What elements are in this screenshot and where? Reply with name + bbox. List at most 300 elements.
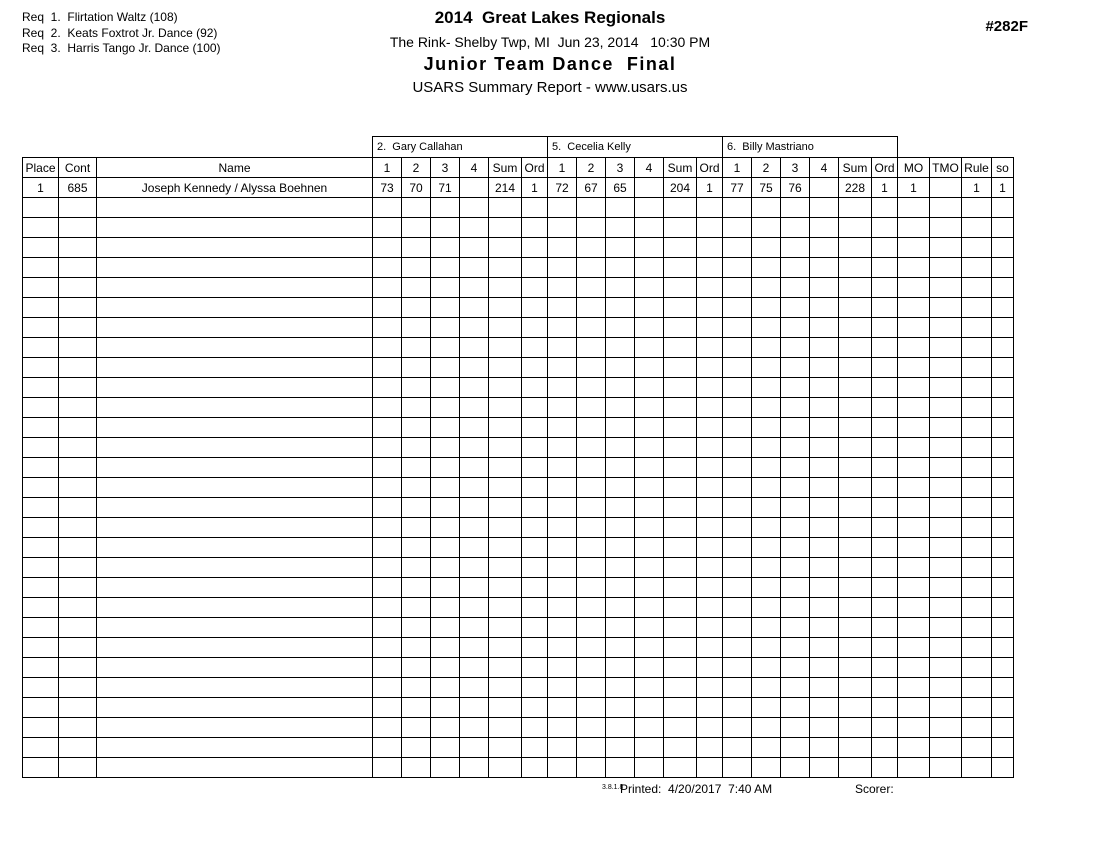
empty-cell	[431, 338, 460, 358]
j2-score-3: 65	[606, 178, 635, 198]
empty-cell	[577, 258, 606, 278]
empty-cell	[898, 558, 930, 578]
j3-score-3: 76	[781, 178, 810, 198]
empty-cell	[97, 738, 373, 758]
empty-cell	[522, 698, 548, 718]
empty-cell	[373, 678, 402, 698]
empty-row	[23, 678, 1014, 698]
empty-cell	[489, 478, 522, 498]
empty-cell	[664, 218, 697, 238]
empty-cell	[898, 518, 930, 538]
empty-cell	[59, 218, 97, 238]
empty-cell	[59, 678, 97, 698]
empty-cell	[23, 638, 59, 658]
empty-cell	[781, 218, 810, 238]
empty-cell	[872, 538, 898, 558]
empty-cell	[898, 538, 930, 558]
empty-cell	[431, 318, 460, 338]
empty-cell	[839, 538, 872, 558]
empty-cell	[402, 538, 431, 558]
empty-cell	[992, 438, 1014, 458]
empty-cell	[635, 438, 664, 458]
empty-cell	[810, 238, 839, 258]
col-header-mo: MO	[898, 158, 930, 178]
empty-cell	[664, 658, 697, 678]
empty-cell	[872, 378, 898, 398]
empty-cell	[781, 738, 810, 758]
empty-cell	[97, 458, 373, 478]
empty-cell	[548, 438, 577, 458]
empty-cell	[872, 678, 898, 698]
empty-cell	[460, 478, 489, 498]
empty-row	[23, 198, 1014, 218]
empty-cell	[489, 338, 522, 358]
empty-cell	[992, 198, 1014, 218]
empty-cell	[59, 398, 97, 418]
empty-cell	[59, 738, 97, 758]
empty-cell	[431, 658, 460, 678]
empty-cell	[930, 438, 962, 458]
empty-cell	[781, 198, 810, 218]
col-header-j1-4: 4	[460, 158, 489, 178]
empty-cell	[489, 638, 522, 658]
empty-cell	[664, 198, 697, 218]
empty-cell	[930, 198, 962, 218]
empty-cell	[723, 558, 752, 578]
empty-cell	[577, 718, 606, 738]
empty-cell	[810, 298, 839, 318]
col-header-j2-1: 1	[548, 158, 577, 178]
empty-cell	[992, 638, 1014, 658]
j2-score-4	[635, 178, 664, 198]
empty-cell	[577, 438, 606, 458]
empty-cell	[548, 238, 577, 258]
empty-cell	[810, 358, 839, 378]
empty-cell	[697, 298, 723, 318]
empty-cell	[635, 318, 664, 338]
empty-cell	[898, 398, 930, 418]
empty-cell	[697, 658, 723, 678]
empty-cell	[962, 378, 992, 398]
empty-cell	[697, 358, 723, 378]
empty-cell	[697, 418, 723, 438]
empty-cell	[489, 438, 522, 458]
empty-cell	[664, 558, 697, 578]
empty-cell	[781, 578, 810, 598]
empty-cell	[23, 218, 59, 238]
empty-cell	[723, 538, 752, 558]
empty-cell	[752, 598, 781, 618]
empty-cell	[373, 578, 402, 598]
empty-cell	[872, 738, 898, 758]
empty-cell	[872, 298, 898, 318]
empty-cell	[431, 578, 460, 598]
empty-cell	[752, 378, 781, 398]
empty-cell	[962, 298, 992, 318]
col-header-j2-2: 2	[577, 158, 606, 178]
empty-cell	[97, 438, 373, 458]
empty-cell	[577, 498, 606, 518]
empty-cell	[810, 318, 839, 338]
empty-cell	[664, 678, 697, 698]
empty-cell	[606, 398, 635, 418]
empty-cell	[898, 478, 930, 498]
empty-cell	[635, 658, 664, 678]
empty-cell	[810, 398, 839, 418]
empty-row	[23, 498, 1014, 518]
empty-cell	[606, 718, 635, 738]
empty-cell	[697, 338, 723, 358]
empty-cell	[431, 678, 460, 698]
empty-cell	[402, 438, 431, 458]
empty-cell	[962, 498, 992, 518]
empty-row	[23, 738, 1014, 758]
empty-cell	[577, 578, 606, 598]
empty-cell	[577, 198, 606, 218]
empty-cell	[898, 258, 930, 278]
empty-row	[23, 258, 1014, 278]
empty-row	[23, 718, 1014, 738]
empty-cell	[697, 678, 723, 698]
empty-cell	[723, 358, 752, 378]
empty-cell	[402, 358, 431, 378]
empty-cell	[781, 278, 810, 298]
empty-cell	[992, 498, 1014, 518]
empty-cell	[810, 458, 839, 478]
empty-cell	[489, 298, 522, 318]
empty-cell	[723, 458, 752, 478]
empty-cell	[402, 458, 431, 478]
empty-cell	[522, 258, 548, 278]
empty-cell	[723, 658, 752, 678]
empty-cell	[664, 358, 697, 378]
empty-cell	[898, 318, 930, 338]
empty-cell	[781, 418, 810, 438]
empty-cell	[635, 278, 664, 298]
event-name: Junior Team Dance Final	[423, 54, 677, 74]
empty-cell	[97, 478, 373, 498]
empty-row	[23, 578, 1014, 598]
empty-cell	[930, 458, 962, 478]
empty-cell	[839, 258, 872, 278]
empty-cell	[635, 238, 664, 258]
empty-cell	[697, 638, 723, 658]
empty-cell	[431, 698, 460, 718]
empty-cell	[839, 658, 872, 678]
empty-cell	[872, 458, 898, 478]
empty-cell	[664, 338, 697, 358]
empty-cell	[962, 278, 992, 298]
empty-cell	[781, 318, 810, 338]
empty-cell	[59, 658, 97, 678]
empty-cell	[930, 358, 962, 378]
empty-cell	[810, 478, 839, 498]
empty-cell	[697, 558, 723, 578]
empty-cell	[930, 718, 962, 738]
empty-cell	[839, 278, 872, 298]
empty-row	[23, 558, 1014, 578]
empty-cell	[839, 458, 872, 478]
empty-cell	[606, 598, 635, 618]
empty-cell	[373, 498, 402, 518]
empty-cell	[664, 278, 697, 298]
col-header-tmo: TMO	[930, 158, 962, 178]
empty-cell	[781, 398, 810, 418]
empty-cell	[781, 538, 810, 558]
empty-cell	[930, 698, 962, 718]
empty-cell	[460, 618, 489, 638]
column-header-row	[23, 158, 1014, 178]
empty-cell	[402, 498, 431, 518]
empty-cell	[59, 498, 97, 518]
empty-cell	[635, 378, 664, 398]
empty-cell	[489, 258, 522, 278]
empty-cell	[930, 478, 962, 498]
empty-cell	[664, 538, 697, 558]
empty-cell	[697, 478, 723, 498]
empty-cell	[723, 438, 752, 458]
empty-cell	[930, 598, 962, 618]
judge-header-row	[23, 137, 1014, 158]
empty-cell	[810, 538, 839, 558]
empty-cell	[723, 218, 752, 238]
empty-cell	[839, 498, 872, 518]
empty-cell	[839, 558, 872, 578]
empty-cell	[872, 318, 898, 338]
empty-cell	[992, 658, 1014, 678]
empty-cell	[664, 758, 697, 778]
empty-cell	[723, 698, 752, 718]
col-header-j2-sum: Sum	[664, 158, 697, 178]
empty-cell	[697, 198, 723, 218]
empty-cell	[522, 758, 548, 778]
empty-cell	[59, 598, 97, 618]
empty-cell	[962, 458, 992, 478]
empty-cell	[697, 538, 723, 558]
empty-cell	[723, 418, 752, 438]
empty-cell	[373, 318, 402, 338]
empty-cell	[872, 278, 898, 298]
empty-cell	[635, 418, 664, 438]
empty-cell	[697, 398, 723, 418]
requirement-line-3: Req 3. Harris Tango Jr. Dance (100)	[22, 41, 221, 55]
empty-cell	[402, 598, 431, 618]
empty-cell	[402, 398, 431, 418]
empty-cell	[664, 578, 697, 598]
empty-cell	[431, 278, 460, 298]
empty-cell	[97, 678, 373, 698]
empty-cell	[930, 638, 962, 658]
empty-cell	[697, 318, 723, 338]
empty-cell	[489, 538, 522, 558]
empty-cell	[402, 678, 431, 698]
empty-cell	[402, 258, 431, 278]
scorer-label: Scorer:	[855, 782, 894, 796]
empty-cell	[697, 438, 723, 458]
empty-cell	[839, 378, 872, 398]
empty-cell	[930, 298, 962, 318]
empty-cell	[872, 518, 898, 538]
empty-cell	[723, 498, 752, 518]
empty-cell	[781, 518, 810, 538]
requirement-line-2: Req 2. Keats Foxtrot Jr. Dance (92)	[22, 25, 218, 40]
empty-cell	[962, 758, 992, 778]
empty-cell	[489, 198, 522, 218]
empty-cell	[23, 738, 59, 758]
empty-cell	[752, 478, 781, 498]
empty-cell	[697, 738, 723, 758]
empty-cell	[402, 278, 431, 298]
empty-cell	[522, 438, 548, 458]
empty-cell	[992, 738, 1014, 758]
empty-cell	[373, 278, 402, 298]
empty-cell	[992, 538, 1014, 558]
empty-cell	[373, 238, 402, 258]
empty-cell	[810, 598, 839, 618]
empty-cell	[872, 558, 898, 578]
empty-cell	[59, 298, 97, 318]
j1-ord-cell: 1	[522, 178, 548, 198]
empty-cell	[810, 738, 839, 758]
judge-name-cell-2: 5. Cecelia Kelly	[548, 137, 723, 158]
empty-cell	[752, 438, 781, 458]
empty-cell	[59, 278, 97, 298]
empty-cell	[522, 318, 548, 338]
empty-cell	[839, 298, 872, 318]
empty-cell	[898, 718, 930, 738]
empty-cell	[373, 438, 402, 458]
empty-cell	[23, 698, 59, 718]
empty-cell	[460, 538, 489, 558]
empty-cell	[898, 598, 930, 618]
col-header-name: Name	[97, 158, 373, 178]
empty-cell	[872, 718, 898, 738]
empty-cell	[898, 738, 930, 758]
empty-cell	[635, 518, 664, 538]
empty-cell	[697, 518, 723, 538]
empty-cell	[489, 758, 522, 778]
empty-cell	[373, 478, 402, 498]
empty-cell	[898, 298, 930, 318]
col-header-j1-1: 1	[373, 158, 402, 178]
col-header-place: Place	[23, 158, 59, 178]
empty-cell	[810, 518, 839, 538]
empty-cell	[697, 238, 723, 258]
empty-cell	[59, 538, 97, 558]
empty-cell	[664, 478, 697, 498]
judge-name-cell-3: 6. Billy Mastriano	[723, 137, 898, 158]
empty-cell	[839, 638, 872, 658]
empty-cell	[23, 758, 59, 778]
empty-cell	[97, 298, 373, 318]
empty-cell	[898, 678, 930, 698]
empty-cell	[97, 418, 373, 438]
empty-cell	[577, 618, 606, 638]
judge-name-cell-1: 2. Gary Callahan	[373, 137, 548, 158]
col-header-j3-sum: Sum	[839, 158, 872, 178]
empty-cell	[431, 498, 460, 518]
empty-cell	[577, 238, 606, 258]
empty-cell	[723, 618, 752, 638]
empty-cell	[59, 758, 97, 778]
empty-cell	[548, 478, 577, 498]
empty-cell	[548, 718, 577, 738]
empty-cell	[577, 478, 606, 498]
col-header-j1-3: 3	[431, 158, 460, 178]
empty-cell	[23, 378, 59, 398]
empty-cell	[752, 418, 781, 438]
empty-cell	[431, 558, 460, 578]
empty-cell	[723, 598, 752, 618]
empty-cell	[522, 678, 548, 698]
empty-cell	[606, 738, 635, 758]
empty-cell	[635, 298, 664, 318]
empty-cell	[664, 598, 697, 618]
empty-cell	[577, 738, 606, 758]
empty-cell	[962, 618, 992, 638]
empty-cell	[697, 698, 723, 718]
empty-cell	[606, 538, 635, 558]
empty-cell	[872, 258, 898, 278]
empty-cell	[489, 378, 522, 398]
empty-cell	[606, 678, 635, 698]
empty-cell	[97, 398, 373, 418]
empty-cell	[548, 638, 577, 658]
empty-cell	[992, 278, 1014, 298]
empty-cell	[930, 338, 962, 358]
empty-cell	[810, 578, 839, 598]
empty-cell	[97, 538, 373, 558]
empty-row	[23, 538, 1014, 558]
printed-timestamp: Printed: 4/20/2017 7:40 AM	[620, 782, 773, 796]
empty-cell	[373, 698, 402, 718]
empty-cell	[606, 238, 635, 258]
empty-cell	[23, 678, 59, 698]
empty-row	[23, 618, 1014, 638]
empty-cell	[839, 698, 872, 718]
empty-cell	[97, 658, 373, 678]
empty-cell	[781, 718, 810, 738]
empty-cell	[59, 378, 97, 398]
empty-cell	[606, 638, 635, 658]
empty-cell	[664, 498, 697, 518]
empty-cell	[97, 498, 373, 518]
empty-cell	[460, 278, 489, 298]
empty-cell	[839, 598, 872, 618]
empty-cell	[489, 618, 522, 638]
empty-row	[23, 298, 1014, 318]
col-header-j3-ord: Ord	[872, 158, 898, 178]
col-header-j1-ord: Ord	[522, 158, 548, 178]
empty-cell	[664, 718, 697, 738]
empty-cell	[635, 678, 664, 698]
empty-cell	[489, 318, 522, 338]
place-cell: 1	[23, 178, 59, 198]
empty-cell	[489, 238, 522, 258]
empty-cell	[930, 738, 962, 758]
empty-cell	[577, 598, 606, 618]
empty-cell	[992, 558, 1014, 578]
empty-cell	[839, 578, 872, 598]
empty-cell	[373, 718, 402, 738]
empty-cell	[489, 458, 522, 478]
empty-cell	[59, 358, 97, 378]
software-version: 3.8.1.8	[602, 784, 624, 791]
empty-cell	[752, 358, 781, 378]
empty-cell	[522, 738, 548, 758]
empty-cell	[522, 378, 548, 398]
empty-cell	[431, 418, 460, 438]
